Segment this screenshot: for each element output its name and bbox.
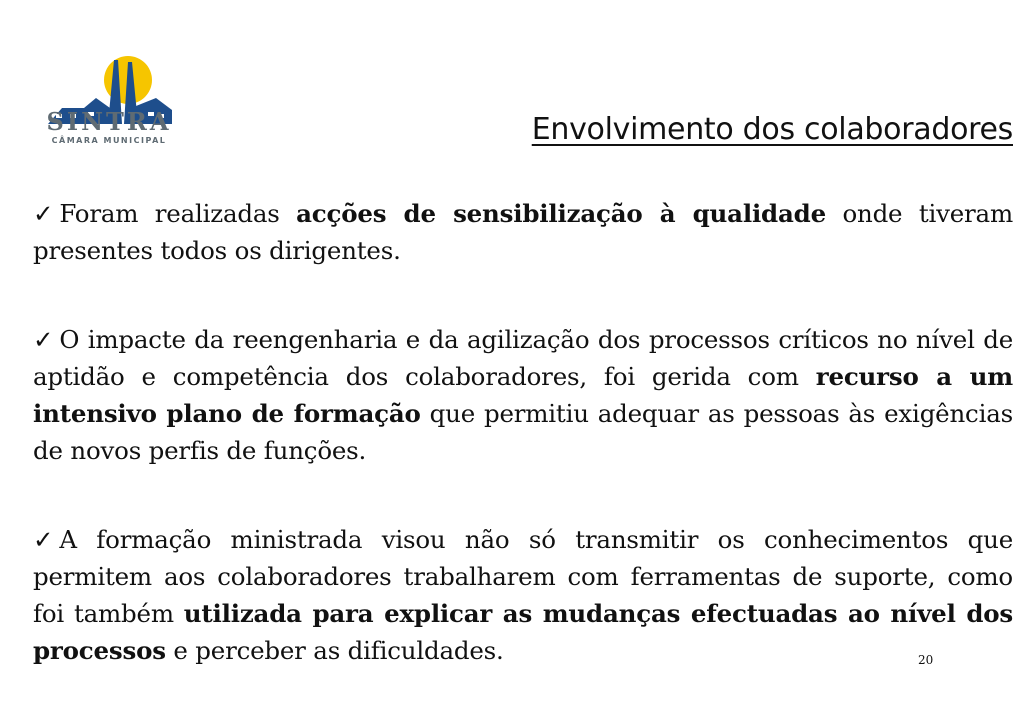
bullet-paragraph bbox=[33, 321, 1013, 469]
checkmark-icon: ✓ bbox=[33, 325, 54, 354]
bullet-list bbox=[33, 195, 1013, 721]
bullet-paragraph bbox=[33, 195, 1013, 269]
logo-wordmark: SINTRA bbox=[46, 107, 172, 136]
logo-subtitle: CÂMARA MUNICIPAL bbox=[51, 136, 167, 145]
paragraph-text: O impacte da reengenharia e da agilização dos processos críticos no nível de aptidão e competência dos colaboradores, foi gerida com bbox=[33, 325, 1013, 391]
checkmark-icon: ✓ bbox=[33, 199, 54, 228]
paragraph-text: e perceber as dificuldades. bbox=[165, 636, 504, 665]
paragraph-emphasis: utilizada para explicar as mudanças efectuadas ao nível dos processos bbox=[33, 599, 1013, 665]
paragraph-emphasis: recurso a um intensivo plano de formação bbox=[33, 362, 1013, 428]
slide-title: Envolvimento dos colaboradores bbox=[531, 112, 1013, 147]
paragraph-text: A formação ministrada visou não só transmitir os conhecimentos que permitem aos colaboradores trabalharem com ferramentas de suporte, como foi também bbox=[33, 525, 1013, 628]
checkmark-icon: ✓ bbox=[33, 525, 54, 554]
paragraph-emphasis: acções de sensibilização à qualidade bbox=[296, 199, 826, 228]
bullet-paragraph bbox=[33, 521, 1013, 669]
paragraph-text: que permitiu adequar as pessoas às exigências de novos perfis de funções. bbox=[33, 399, 1013, 465]
paragraph-text: Foram realizadas bbox=[59, 199, 297, 228]
page-number: 20 bbox=[918, 653, 934, 667]
paragraph-text: onde tiveram presentes todos os dirigentes. bbox=[33, 199, 1013, 265]
